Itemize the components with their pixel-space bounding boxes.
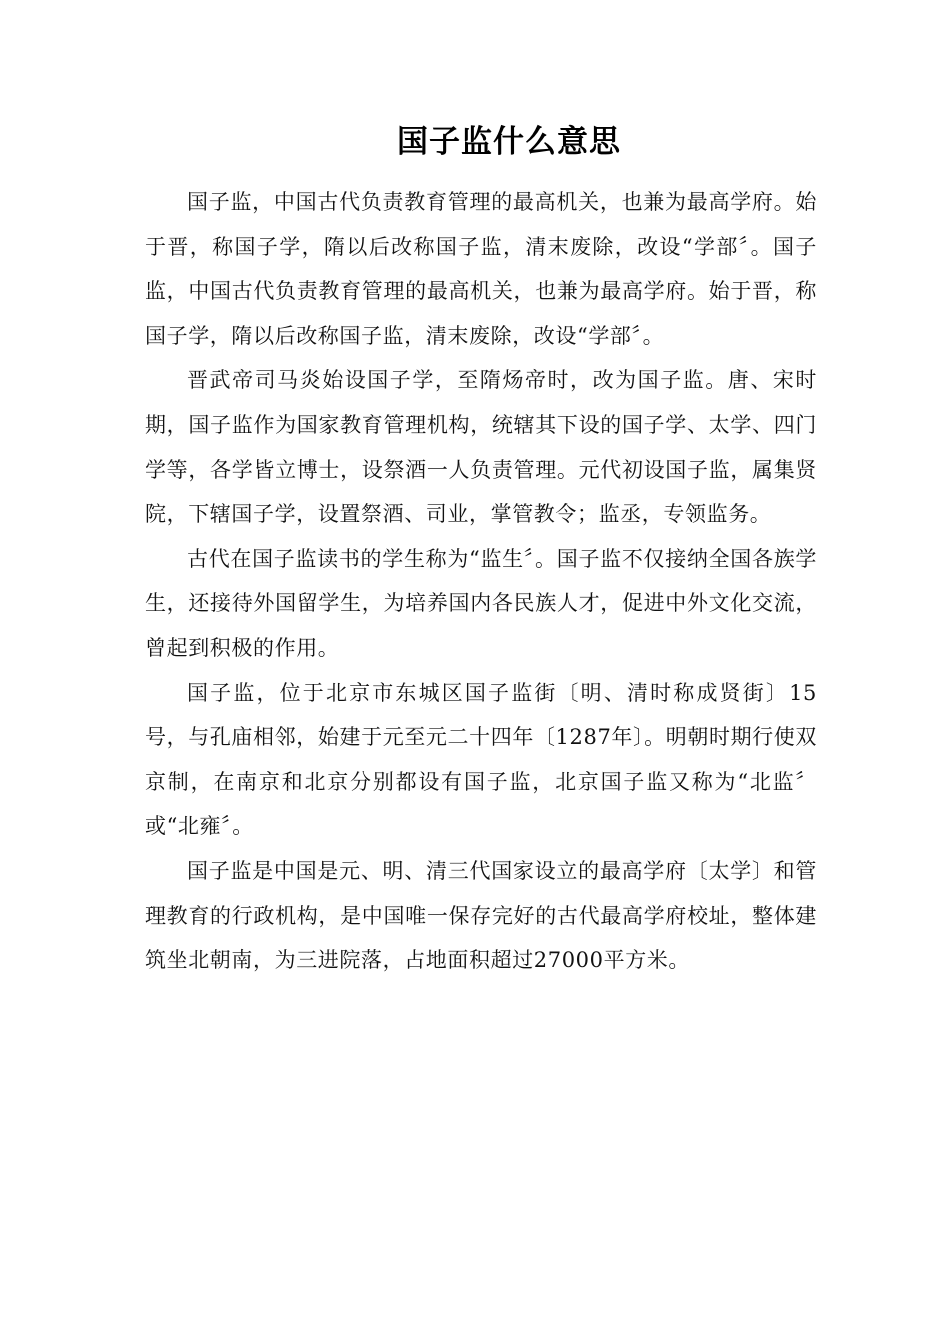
paragraph-3: 古代在国子监读书的学生称为“监生〞。国子监不仅接纳全国各族学生，还接待外国留学生，为培养国内各民族人才，促进中外文化交流，曾起到积极的作用。 — [145, 546, 817, 660]
document-body — [145, 180, 817, 983]
paragraph-1: 国子监，中国古代负责教育管理的最高机关，也兼为最高学府。始于晋，称国子学，隋以后改称国子监，清末废除，改设“学部〞。国子监，中国古代负责教育管理的最高机关，也兼为最高学府。始于晋，称国子学，隋以后改称国子监，清末废除，改设“学部〞。 — [145, 190, 817, 348]
document-title: 国子监什么意思 — [397, 124, 621, 160]
paragraph-4: 国子监，位于北京市东城区国子监街〔明、清时称成贤街〕15号，与孔庙相邻，始建于元至元二十四年〔1287年〕。明朝时期行使双京制，在南京和北京分别都设有国子监，北京国子监又称为“北监〞或“北雍〞。 — [145, 680, 817, 839]
paragraph-2: 晋武帝司马炎始设国子学，至隋炀帝时，改为国子监。唐、宋时期，国子监作为国家教育管理机构，统辖其下设的国子学、太学、四门学等，各学皆立博士，设祭酒一人负责管理。元代初设国子监，属集贤院，下辖国子学，设置祭酒、司业，掌管教令；监丞，专领监务。 — [145, 368, 817, 527]
paragraph-5: 国子监是中国是元、明、清三代国家设立的最高学府〔太学〕和管理教育的行政机构，是中国唯一保存完好的古代最高学府校址，整体建筑坐北朝南，为三进院落，占地面积超过27000平方米。 — [145, 858, 817, 973]
